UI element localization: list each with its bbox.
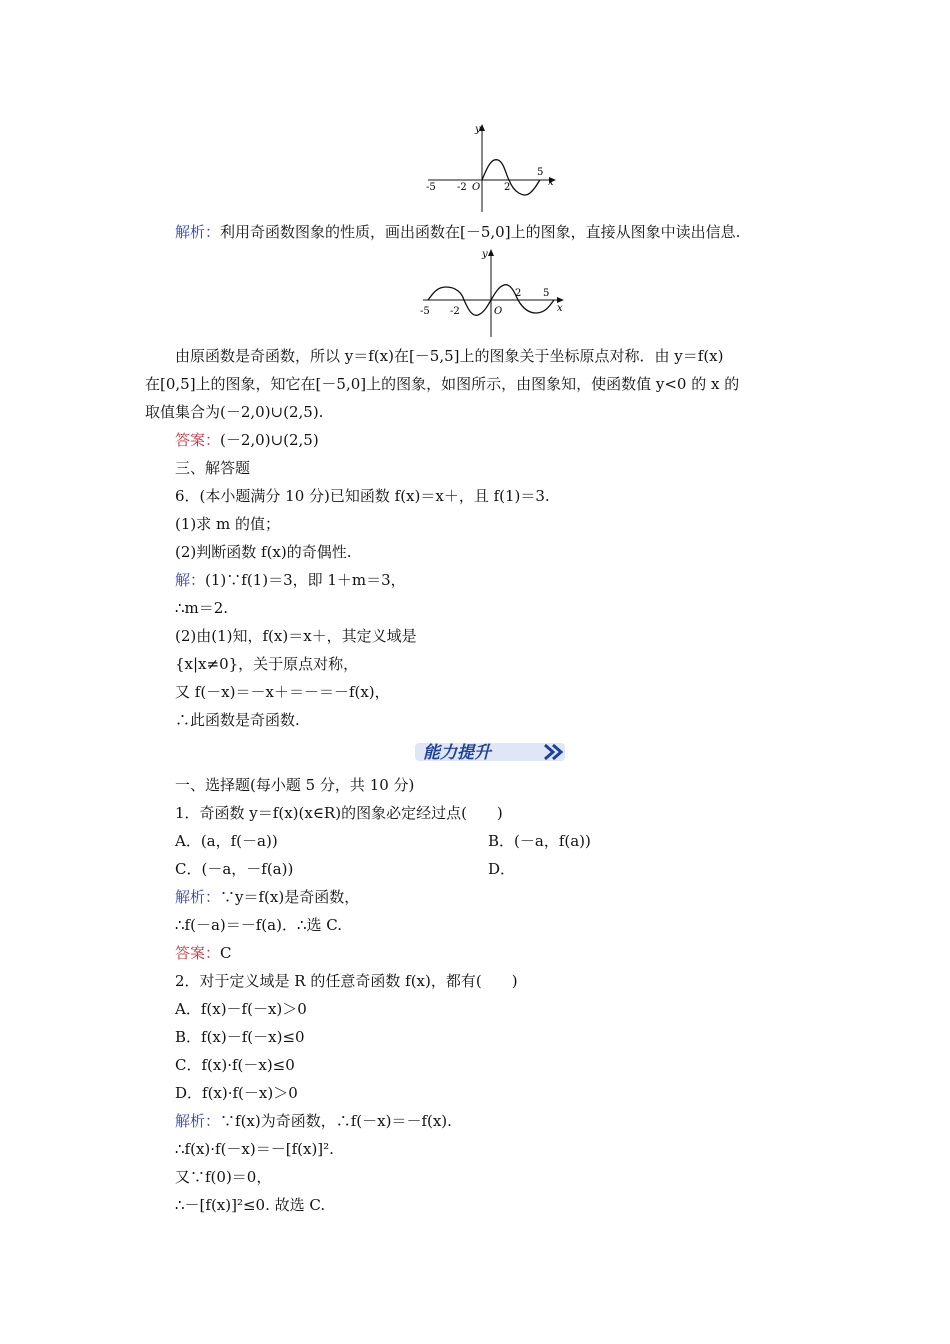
tick-label: -2 xyxy=(457,182,467,193)
tick-label: -5 xyxy=(426,182,436,193)
answer-label: 答案： xyxy=(175,944,221,962)
text-line: (2)判断函数 f(x)的奇偶性. xyxy=(175,543,352,561)
option-b: B．f(x)－f(－x)≤0 xyxy=(175,1028,305,1046)
text-line: (1)求 m 的值； xyxy=(175,515,281,533)
tick-label: 2 xyxy=(515,288,522,299)
ability-banner xyxy=(395,737,595,767)
tick-label: 5 xyxy=(537,167,544,178)
origin-label: O xyxy=(494,306,503,317)
banner-title: 能力提升 xyxy=(423,743,491,763)
tick-label: 2 xyxy=(504,182,511,193)
answer-line: 答案：(－2,0)∪(2,5) xyxy=(175,431,319,449)
option-c: C．f(x)·f(－x)≤0 xyxy=(175,1056,295,1074)
tick-label: 5 xyxy=(543,288,550,299)
question-line: 2．对于定义域是 R 的任意奇函数 f(x)，都有( ) xyxy=(175,972,518,990)
y-axis-label: y xyxy=(482,249,488,260)
text-line: ∴f(－a)＝－f(a)．∴选 C. xyxy=(175,916,342,934)
option-a: A．(a，f(－a)) xyxy=(175,832,278,850)
option-a: A．f(x)－f(－x)＞0 xyxy=(175,1000,307,1018)
analysis-line: 解析：∵y＝f(x)是奇函数， xyxy=(175,888,360,906)
text-line: ∴f(x)·f(－x)＝－[f(x)]². xyxy=(175,1140,334,1158)
tick-label: -5 xyxy=(420,306,430,317)
analysis-label: 解析： xyxy=(175,888,221,906)
text-line: ∴m＝2. xyxy=(175,599,229,617)
analysis-line: 解析：∵f(x)为奇函数，∴f(－x)＝－f(x). xyxy=(175,1112,452,1130)
section-heading: 三、解答题 xyxy=(175,459,251,477)
text-line: ∴－[f(x)]²≤0. 故选 C. xyxy=(175,1196,326,1214)
origin-label: O xyxy=(472,182,481,193)
text-line: 由原函数是奇函数，所以 y＝f(x)在[－5,5]上的图象关于坐标原点对称．由 y＝f(x) xyxy=(175,347,724,365)
question-line: 1．奇函数 y＝f(x)(x∈R)的图象必定经过点( ) xyxy=(175,804,503,822)
option-b: B．(－a，f(a)) xyxy=(488,832,591,850)
text-line: (2)由(1)知，f(x)＝x＋，其定义域是 xyxy=(175,627,417,645)
graph-right-half xyxy=(420,120,560,215)
section-heading: 一、选择题(每小题 5 分，共 10 分) xyxy=(175,776,415,794)
text-line: 在[0,5]上的图象，知它在[－5,0]上的图象，如图所示，由图象知，使函数值 y<0 的 x 的 xyxy=(145,375,740,393)
y-axis-label: y xyxy=(475,124,481,135)
analysis-label: 解析： xyxy=(175,1112,221,1130)
tick-label: -2 xyxy=(450,306,460,317)
option-c: C．(－a，－f(a)) xyxy=(175,860,294,878)
text-line: 又 f(－x)＝－x＋＝－＝－f(x)， xyxy=(175,683,390,701)
answer-label: 答案： xyxy=(175,431,221,449)
option-d: D． xyxy=(488,860,516,878)
solution-line: 解：(1)∵f(1)＝3，即 1＋m＝3， xyxy=(175,571,406,589)
option-d: D．f(x)·f(－x)＞0 xyxy=(175,1084,298,1102)
solution-label: 解： xyxy=(175,571,206,589)
banner-graphic xyxy=(395,737,595,767)
analysis-line: 解析：利用奇函数图象的性质，画出函数在[－5,0]上的图象，直接从图象中读出信息. xyxy=(175,223,741,241)
text-line: ∴此函数是奇函数. xyxy=(175,711,300,729)
question-line: 6．(本小题满分 10 分)已知函数 f(x)＝x＋，且 f(1)＝3. xyxy=(175,487,550,505)
x-axis-label: x xyxy=(548,177,554,188)
graph-full-odd xyxy=(418,245,568,340)
text-line: {x|x≠0}，关于原点对称， xyxy=(175,655,359,673)
answer-line: 答案：C xyxy=(175,944,232,962)
text-line: 取值集合为(－2,0)∪(2,5). xyxy=(145,403,324,421)
analysis-label: 解析： xyxy=(175,223,221,241)
x-axis-label: x xyxy=(557,303,563,314)
text-line: 又∵f(0)＝0， xyxy=(175,1168,272,1186)
